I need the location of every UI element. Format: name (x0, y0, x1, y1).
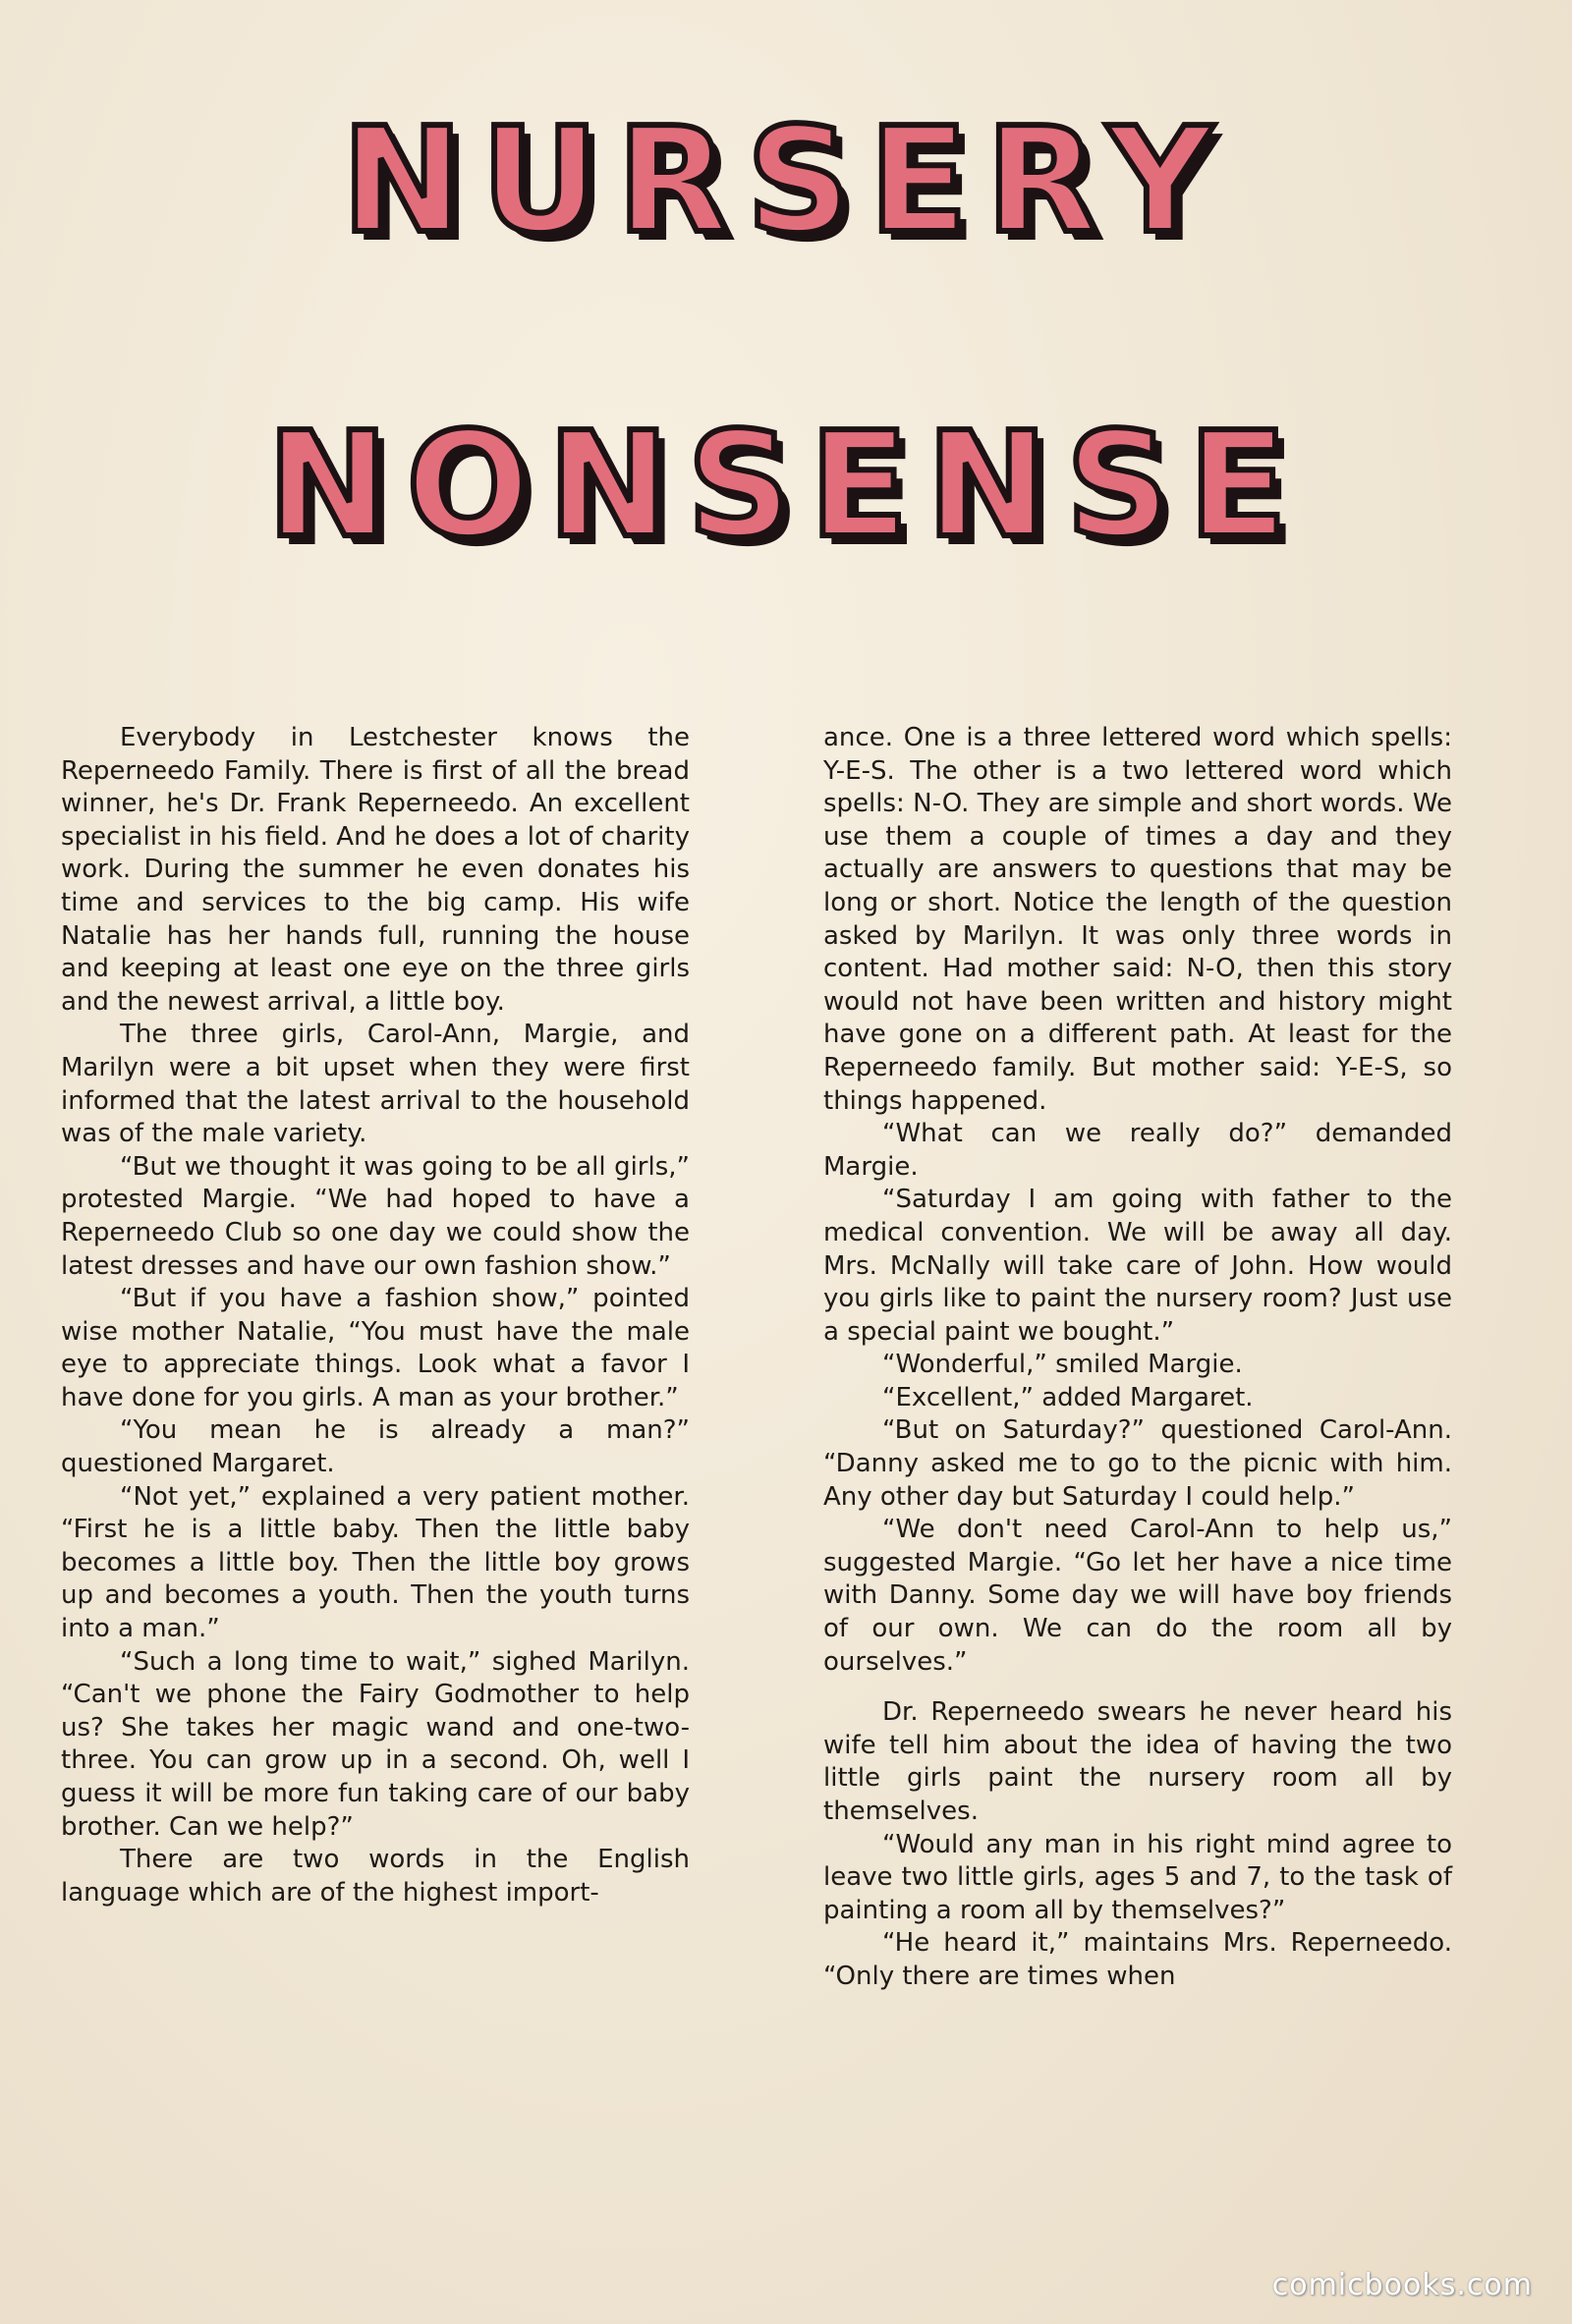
paragraph: “Excellent,” added Margaret. (882, 1382, 1254, 1412)
paragraph: “But if you have a fashion show,” pointed wise mother Natalie, “You must have the male eye to appreciate things. Look what a favor I have done for you girls. A man as your brother.” (61, 1284, 690, 1412)
paragraph: Everybody in Lestchester knows the Reperneedo Family. There is first of all the bread winner, he's Dr. Frank Reperneedo. An excellent specialist in his field. And he does a lot of charity work. During the summer he even donates his time and services to the big camp. His wife Natalie has her hands full, running the house and keeping at least one eye on the three girls and the newest arrival, a little boy. (61, 723, 690, 1017)
paragraph: “But on Saturday?” questioned Carol-Ann. “Danny asked me to go to the picnic with him. Any other day but Saturday I could help.” (823, 1415, 1452, 1512)
paragraph: Dr. Reperneedo swears he never heard his wife tell him about the idea of having the two little girls paint the nursery room all by themselves. (823, 1697, 1452, 1826)
paragraph: ance. One is a three lettered word which spells: Y-E-S. The other is a two lettered word which spells: N-O. They are simple and short words. We use them a couple of times a day and they actually are answers to questions that may be long or short. Notice the length of the question asked by Marilyn. It was only three words in content. Had mother said: N-O, then this story would not have been written and history might have gone on a different path. At least for the Reperneedo family. But mother said: Y-E-S, so things happened. (823, 723, 1452, 1116)
paragraph: “Such a long time to wait,” sighed Marilyn. “Can't we phone the Fairy Godmother to help us? She takes her magic wand and one-two-three. You can grow up in a second. Oh, well I guess it will be more fun taking care of our baby brother. Can we help?” (61, 1646, 690, 1842)
title-line-1: NURSERY (341, 96, 1231, 265)
left-column (61, 722, 690, 1909)
paragraph: “He heard it,” maintains Mrs. Reperneedo. “Only there are times when (823, 1928, 1452, 1991)
paragraph: “Would any man in his right mind agree to leave two little girls, ages 5 and 7, to the task of painting a room all by themselves?” (823, 1829, 1452, 1925)
paragraph: “Saturday I am going with father to the medical convention. We will be away all day. Mrs. McNally will take care of John. How would you girls like to paint the nursery room? Just use a special paint we bought.” (823, 1185, 1452, 1347)
title-line-2: NONSENSE (266, 401, 1306, 570)
watermark: comicbooks.com (1271, 2268, 1533, 2302)
paragraph: “Wonderful,” smiled Margie. (882, 1350, 1243, 1380)
paragraph: The three girls, Carol-Ann, Margie, and Marilyn were a bit upset when they were first informed that the latest arrival to the household was of the male variety. (61, 1020, 690, 1149)
right-column (823, 722, 1452, 1994)
paragraph: “Not yet,” explained a very patient mother. “First he is a little baby. Then the little baby becomes a little boy. Then the little boy grows up and becomes a youth. Then the youth turns into a man.” (61, 1481, 690, 1644)
paragraph: “But we thought it was going to be all girls,” protested Margie. “We had hoped to have a Reperneedo Club so one day we could show the latest dresses and have our own fashion show.” (61, 1151, 690, 1281)
paragraph: “What can we really do?” demanded Margie. (823, 1119, 1452, 1182)
paragraph: There are two words in the English language which are of the highest import- (61, 1845, 690, 1908)
paragraph: “We don't need Carol-Ann to help us,” suggested Margie. “Go let her have a nice time with Danny. Some day we will have boy friends of our own. We can do the room all by ourselves.” (823, 1515, 1452, 1677)
paragraph: “You mean he is already a man?” questioned Margaret. (61, 1415, 690, 1479)
